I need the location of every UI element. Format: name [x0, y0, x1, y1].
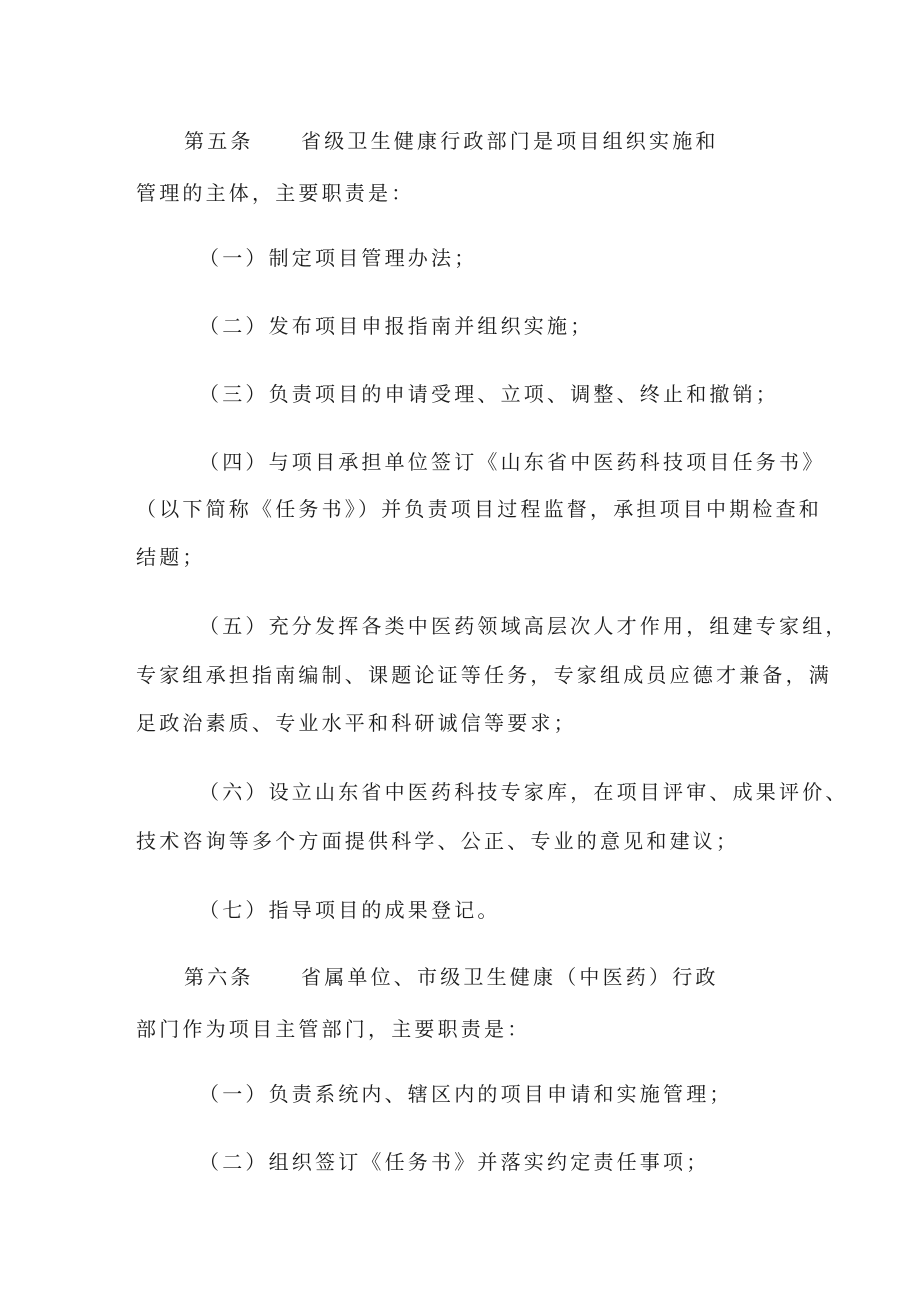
article-6-heading-line-1: 省属单位、市级卫生健康（中医药）行政 [301, 965, 719, 989]
article-5-item-5-line-1: （五）充分发挥各类中医药领域高层次人才作用，组建专家组， [199, 614, 849, 638]
article-5-heading-line-1: 省级卫生健康行政部门是项目组织实施和 [301, 129, 719, 153]
article-5-item-4-line-1: （四）与项目承担单位签订《山东省中医药科技项目任务书》 [199, 450, 826, 474]
article-6-label: 第六条 [184, 965, 254, 989]
article-5-item-7: （七）指导项目的成果登记。 [199, 898, 501, 922]
article-5-item-5-line-2: 专家组承担指南编制、课题论证等任务，专家组成员应德才兼备，满 [136, 663, 832, 687]
article-6-item-2: （二）组织签订《任务书》并落实约定责任事项； [199, 1150, 710, 1174]
article-5-item-5-line-3: 足政治素质、专业水平和科研诚信等要求； [136, 711, 577, 735]
article-5-item-3: （三）负责项目的申请受理、立项、调整、终止和撤销； [199, 382, 779, 406]
article-6-item-1: （一）负责系统内、辖区内的项目申请和实施管理； [199, 1082, 733, 1106]
article-5-item-1: （一）制定项目管理办法； [199, 246, 478, 270]
article-5-item-4-line-3: 结题； [136, 545, 206, 569]
article-5-heading-line-2: 管理的主体，主要职责是： [136, 181, 415, 205]
article-5-item-6-line-2: 技术咨询等多个方面提供科学、公正、专业的意见和建议； [136, 829, 740, 853]
article-5-item-4-line-2: （以下简称《任务书》）并负责项目过程监督，承担项目中期检查和 [136, 497, 822, 521]
article-5-label: 第五条 [184, 129, 254, 153]
article-5-item-6-line-1: （六）设立山东省中医药科技专家库，在项目评审、成果评价、 [199, 780, 849, 804]
article-5-item-2: （二）发布项目申报指南并组织实施； [199, 314, 594, 338]
article-6-heading-line-2: 部门作为项目主管部门，主要职责是： [136, 1017, 531, 1041]
